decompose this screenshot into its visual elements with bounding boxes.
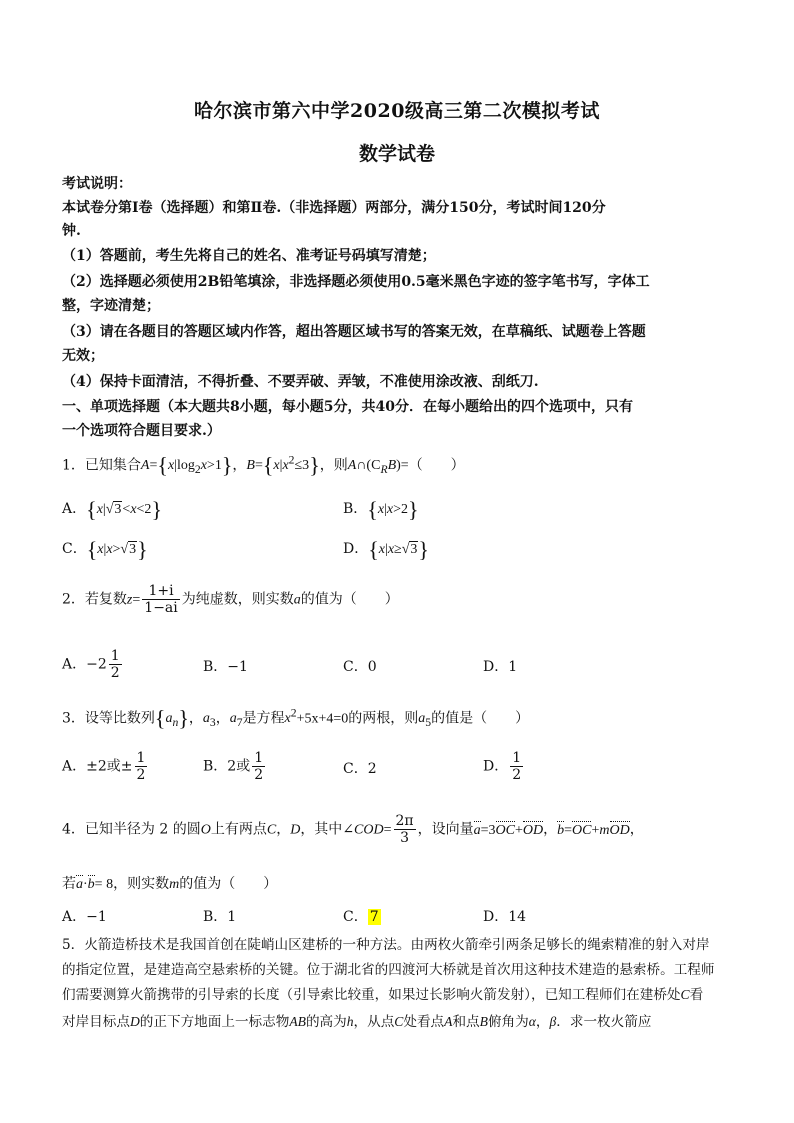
instructions-item2b: 整，字迹清楚； (62, 298, 160, 314)
q1-option-d[interactable]: D．{x|x≥√3} (343, 537, 429, 562)
q4-option-c[interactable]: C． 7 (343, 909, 379, 925)
exam-subtitle: 数学试卷 (358, 143, 435, 165)
section1-line2: 一个选项符合题目要求.） (62, 423, 221, 439)
instructions-line1: 本试卷分第Ⅰ卷（选择题）和第Ⅱ卷.（非选择题）两部分，满分150分，考试时间120分 (62, 200, 606, 216)
intersection-formula: $A\cap(C_RB)=$ (347, 458, 409, 477)
instructions-item2a: （2）选择题必须使用2B铅笔填涂，非选择题必须使用0.5毫米黑色字迹的签字笔书写，字体工 (62, 274, 650, 290)
instructions-line1b: 钟. (62, 223, 81, 239)
q1-option-c[interactable]: C．{x|x>√3} (62, 537, 148, 562)
q4-angle-fraction: $\frac{2\pi}{3}$ (395, 813, 414, 847)
q3-option-a[interactable]: A．±2或± $\frac{1}{2}$ (62, 750, 146, 784)
highlighted-answer: 7 (369, 909, 379, 925)
q2-option-c[interactable]: C．0 (343, 659, 377, 675)
section1-line1: 一、单项选择题（本大题共8小题，每小题5分，共40分．在每小题给出的四个选项中，只有 (62, 399, 633, 415)
instructions-item1: （1）答题前，考生先将自己的姓名、准考证号码填写清楚； (62, 248, 436, 264)
set-a-formula: $A=\{x|\log_2x>1\}$ (140, 453, 233, 478)
instructions-item4: （4）保持卡面清洁，不得折叠、不要弄破、弄皱，不准使用涂改液、刮纸刀. (62, 374, 539, 390)
instructions-item3b: 无效； (62, 348, 104, 364)
q3-option-b[interactable]: B．2或 $\frac{1}{2}$ (203, 750, 264, 784)
q2-option-b[interactable]: B．−1 (203, 659, 248, 675)
question-1: 1．已知集合$A=\{x|\log_2x>1\}$，$B=\{x|x^2\le 3\}$，则$A\cap(C_RB)=$（ ） (62, 453, 465, 478)
set-b-formula: $B=\{x|x^2\le 3\}$ (246, 453, 320, 478)
question-5-line4: 对岸目标点D的正下方地面上一标志物AB的高为h，从点C处看点A和点B俯角为α，β．求一枚火箭应 (62, 1014, 652, 1030)
question-5-line1: 5．火箭造桥技术是我国首创在陡峭山区建桥的一种方法。由两枚火箭牵引两条足够长的绳索精准的射入对岸 (62, 937, 710, 953)
q4-option-d[interactable]: D．14 (483, 909, 527, 925)
question-5-line3: 们需要测算火箭携带的引导索的长度（引导索比较重，如果过长影响火箭发射），已知工程师们在建桥处C看 (62, 987, 704, 1003)
q4-option-a[interactable]: A．−1 (62, 909, 107, 925)
q3-option-d[interactable]: D． $\frac{1}{2}$ (483, 750, 522, 784)
q4-option-b[interactable]: B．1 (203, 909, 237, 925)
q3-option-c[interactable]: C．2 (343, 761, 377, 777)
exam-title: 哈尔滨市第六中学2020级高三第二次模拟考试 (194, 100, 600, 122)
q2-option-a[interactable]: A．−2 $\frac{1}{2}$ (62, 648, 120, 682)
question-3: 3．设等比数列$\{a_n\}$，$a_3$，$a_7$是方程$x^2+5x+4=0$的两根，则$a_5$的值是（ ） (62, 706, 530, 731)
question-4: 4．已知半径为 2 的圆O上有两点C，D，其中∠COD= $\frac{2\pi}{3}$ ，设向量a=3OC+OD，b=OC+mOD， (62, 813, 644, 847)
q2-option-d[interactable]: D．1 (483, 659, 518, 675)
q1-option-a[interactable]: A．{x|√3<x<2} (62, 497, 162, 522)
q1-option-b[interactable]: B．{x|x>2} (343, 497, 419, 522)
instructions-item3a: （3）请在各题目的答题区域内作答，超出答题区域书写的答案无效，在草稿纸、试题卷上答题 (62, 324, 646, 340)
instructions-heading: 考试说明： (62, 176, 132, 192)
question-5-line2: 的指定位置，是建造高空悬索桥的关键。位于湖北省的四渡河大桥就是首次用这种技术建造的悬索桥。工程师 (62, 962, 715, 978)
question-2: 2．若复数z= $\frac{1+i}{1-ai}$ 为纯虚数，则实数a的值为（ ） (62, 583, 399, 617)
q2-fraction: $\frac{1+i}{1-ai}$ (144, 583, 178, 617)
question-4-line2: 若a·b= 8，则实数m的值为（ ） (62, 876, 278, 892)
